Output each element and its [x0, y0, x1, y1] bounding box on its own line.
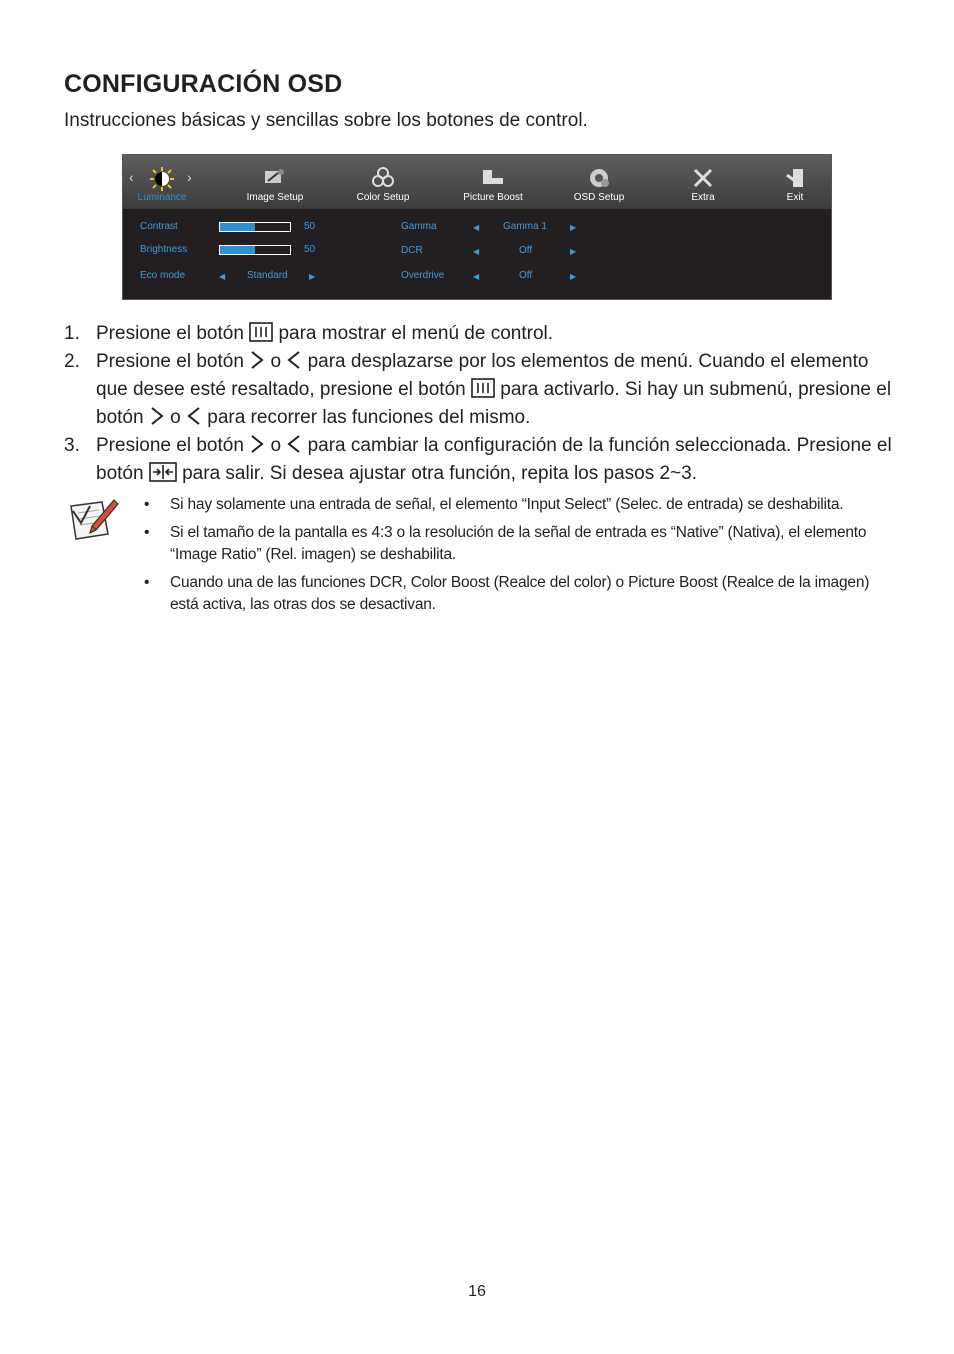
step-text: para mostrar el menú de control.: [278, 323, 554, 344]
note-item: [142, 522, 872, 566]
osd-value-gamma: Gamma 1: [503, 221, 547, 232]
osd-value-contrast: 50: [304, 221, 316, 232]
osd-value-brightness: 50: [304, 244, 316, 255]
note-text: Si hay solamente una entrada de señal, el elemento “Input Select” (Selec. de entrada) se deshabilita.: [170, 496, 844, 513]
step-text: Presione el botón: [96, 435, 244, 456]
page-subtitle: Instrucciones básicas y sencillas sobre los botones de control.: [64, 110, 588, 131]
left-chevron-icon: [286, 350, 302, 377]
color-setup-icon: [372, 167, 394, 190]
exit-button-icon: [149, 462, 177, 489]
page-title: CONFIGURACIÓN OSD: [64, 70, 343, 98]
right-triangle-icon: ▶: [309, 272, 316, 281]
left-triangle-icon: ◀: [473, 272, 480, 281]
osd-tab-label: OSD Setup: [573, 192, 625, 203]
osd-value-dcr: Off: [519, 245, 533, 256]
step-1: [64, 321, 894, 349]
instruction-steps: [64, 321, 894, 489]
osd-value-eco-mode: Standard: [247, 270, 288, 281]
bullet: •: [144, 524, 150, 541]
left-arrow-icon: ‹: [129, 169, 134, 185]
step-text: para desplazarse por los elementos de menú. Cuando el elemento que desee esté resaltado, presione el botón: [96, 351, 869, 400]
osd-tab-label: Image Setup: [246, 192, 304, 203]
picture-boost-icon: [482, 167, 504, 188]
osd-tab-label: Exit: [786, 192, 804, 203]
page-number: 16: [468, 1283, 486, 1300]
tools-icon: [692, 167, 714, 192]
notes-list: [142, 494, 872, 622]
step-number: 3.: [64, 435, 80, 456]
osd-menu-image: [122, 154, 832, 300]
contrast-bar: [219, 222, 291, 232]
osd-setup-icon: [587, 167, 611, 192]
exit-icon: [785, 167, 805, 192]
step-3: [64, 433, 894, 489]
left-triangle-icon: ◀: [473, 223, 480, 232]
osd-label-overdrive: Overdrive: [401, 270, 445, 281]
osd-tab-label: Luminance: [137, 192, 187, 203]
note-text: Si el tamaño de la pantalla es 4:3 o la resolución de la señal de entrada es “Native” (Nativa), el elemento “Image Ratio” (Rel. imagen) se deshabilita.: [170, 524, 867, 563]
left-triangle-icon: ◀: [473, 247, 480, 256]
osd-tab-picture-boost: [453, 155, 533, 209]
osd-tab-extra: [663, 155, 743, 209]
step-text: para activarlo. Si hay un submenú, presione el botón: [96, 379, 892, 428]
brightness-bar: [219, 245, 291, 255]
right-chevron-icon: [249, 434, 265, 461]
note-pencil-icon: [68, 496, 120, 547]
osd-tab-color-setup: [343, 155, 423, 209]
osd-label-brightness: Brightness: [140, 244, 188, 255]
bullet: •: [144, 496, 150, 513]
osd-tab-exit: [755, 155, 835, 209]
note-item: [142, 572, 872, 616]
step-number: 1.: [64, 323, 80, 344]
sun-icon: [147, 167, 177, 194]
osd-tab-luminance: [131, 155, 193, 209]
left-chevron-icon: [186, 406, 202, 433]
menu-button-icon: [471, 378, 495, 405]
menu-button-icon: [249, 322, 273, 349]
brightness-bar-fill: [220, 246, 255, 254]
right-chevron-icon: [249, 350, 265, 377]
step-text: Presione el botón: [96, 323, 244, 344]
note-text: Cuando una de las funciones DCR, Color Boost (Realce del color) o Picture Boost (Realce de la imagen) está activa, las otras dos se desactivan.: [170, 574, 870, 613]
osd-tab-label: Picture Boost: [463, 192, 523, 203]
bullet: •: [144, 574, 150, 591]
contrast-bar-fill: [220, 223, 255, 231]
step-text: para recorrer las funciones del mismo.: [207, 407, 531, 428]
right-triangle-icon: ▶: [570, 272, 577, 281]
step-number: 2.: [64, 351, 80, 372]
image-setup-icon: [264, 167, 286, 188]
osd-tab-label: Color Setup: [356, 192, 410, 203]
step-text: para cambiar la configuración de la función seleccionada. Presione el botón: [96, 435, 892, 484]
right-chevron-icon: [149, 406, 165, 433]
right-triangle-icon: ▶: [570, 247, 577, 256]
osd-label-eco-mode: Eco mode: [140, 270, 186, 281]
left-triangle-icon: ◀: [219, 272, 226, 281]
osd-label-gamma: Gamma: [401, 221, 437, 232]
right-triangle-icon: ▶: [570, 223, 577, 232]
osd-tab-label: Extra: [691, 192, 715, 203]
step-text: o: [270, 435, 282, 456]
step-2: [64, 349, 894, 433]
osd-tab-bar: [123, 155, 831, 209]
osd-tab-osd-setup: [559, 155, 639, 209]
note-item: [142, 494, 872, 516]
step-text: Presione el botón: [96, 351, 244, 372]
osd-label-dcr: DCR: [401, 245, 423, 256]
left-chevron-icon: [286, 434, 302, 461]
osd-tab-image-setup: [235, 155, 315, 209]
right-arrow-icon: ›: [187, 169, 192, 185]
step-text: para salir. Si desea ajustar otra función, repita los pasos 2~3.: [182, 463, 697, 484]
osd-label-contrast: Contrast: [140, 221, 178, 232]
step-text: o: [170, 407, 181, 428]
step-text: o: [270, 351, 282, 372]
osd-value-overdrive: Off: [519, 270, 533, 281]
